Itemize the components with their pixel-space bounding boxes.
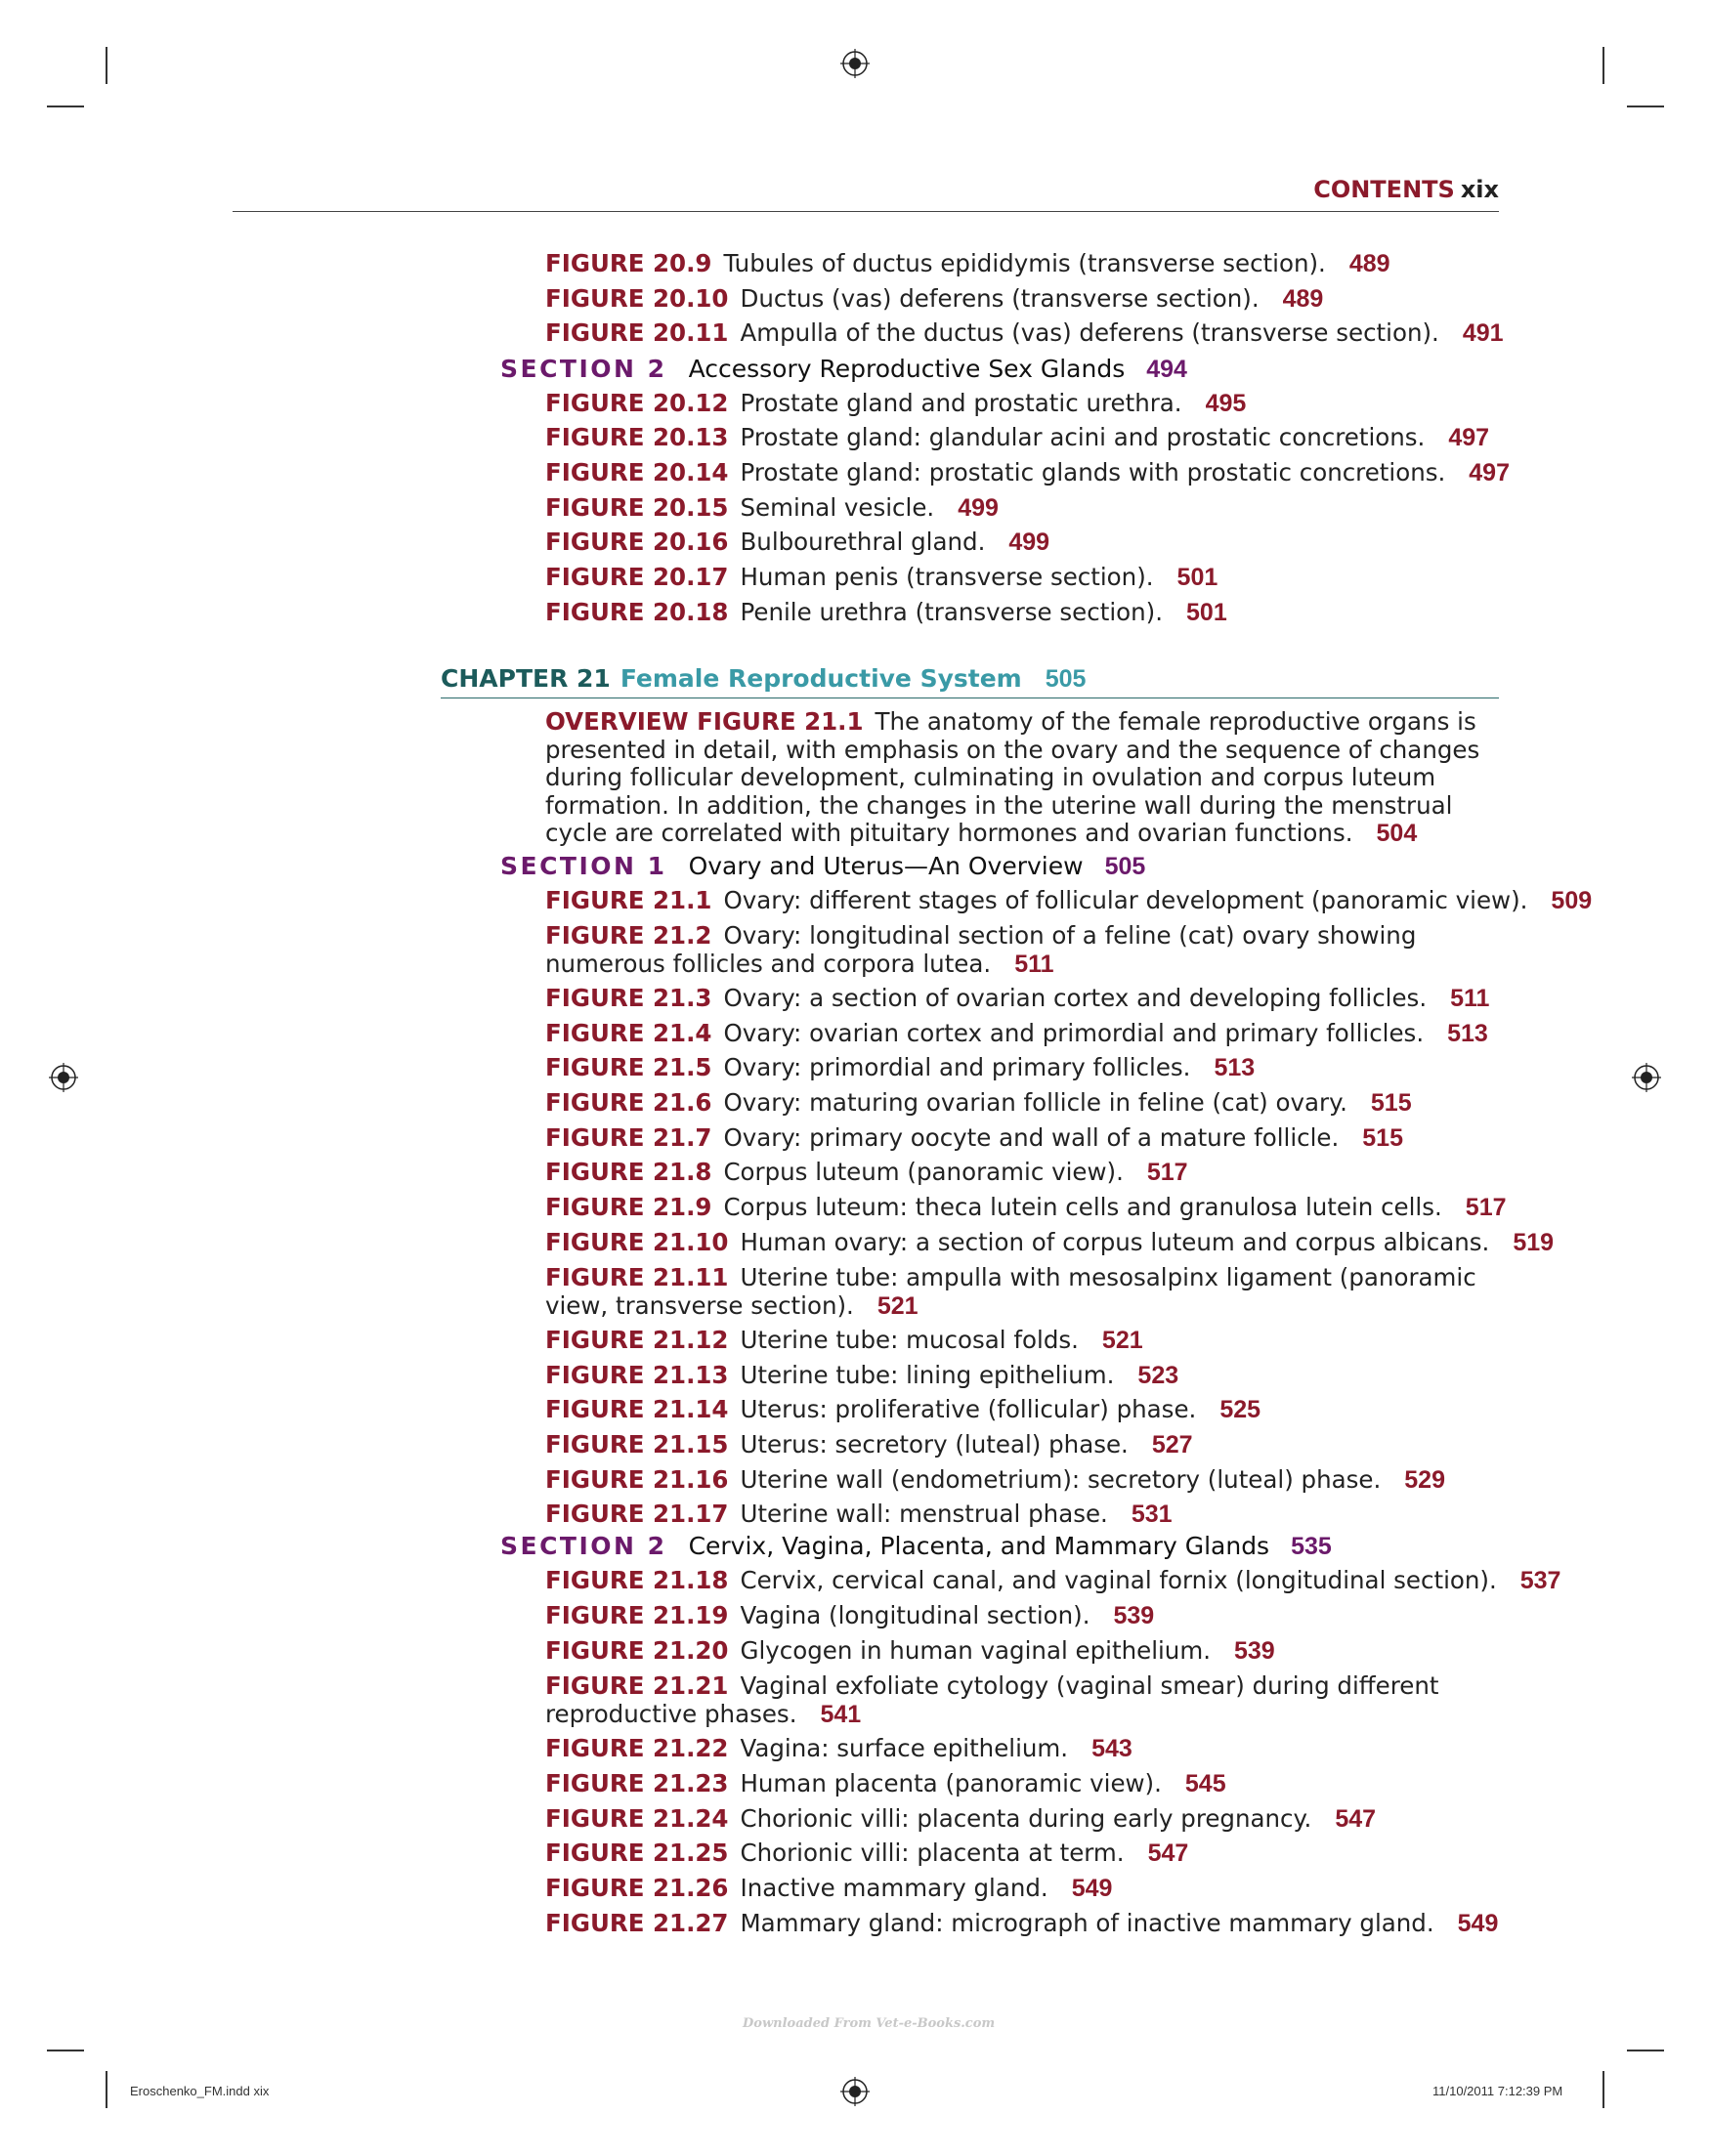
figure-label: FIGURE 21.3	[545, 984, 712, 1012]
toc-entry[interactable]	[545, 1264, 1483, 1320]
figure-label: FIGURE 21.26	[545, 1874, 729, 1902]
toc-entry[interactable]	[545, 459, 1510, 486]
figure-label: FIGURE 20.9	[545, 249, 712, 277]
figure-label: FIGURE 20.15	[545, 493, 729, 522]
overview-text: The anatomy of the female reproductive organs is presented in detail, with emphasis on the ovary and the sequence of changes during follicular development, culminating in ovulation and corpus luteum formation. In addition, the changes in the uterine wall during the menstrual cycle are correlated with pituitary hormones and ovarian functions.	[545, 707, 1480, 847]
figure-label: FIGURE 21.23	[545, 1769, 729, 1797]
figure-title: Tubules of ductus epididymis (transverse section).	[723, 249, 1326, 277]
watermark: Downloaded From Vet-e-Books.com	[743, 2016, 996, 2031]
toc-entry[interactable]	[545, 1020, 1488, 1047]
figure-label: FIGURE 21.1	[545, 886, 712, 914]
figure-page: 541	[820, 1700, 862, 1728]
page-number: xix	[1460, 176, 1499, 203]
chapter-title: Female Reproductive System	[620, 664, 1022, 693]
toc-entry[interactable]	[545, 1124, 1403, 1152]
toc-entry[interactable]	[545, 1362, 1178, 1389]
toc-entry[interactable]	[545, 1229, 1554, 1256]
toc-entry[interactable]	[545, 285, 1323, 313]
section-page: 535	[1291, 1533, 1332, 1560]
figure-title: Bulbourethral gland.	[740, 528, 986, 556]
figure-label: FIGURE 21.20	[545, 1636, 729, 1665]
figure-title: Human placenta (panoramic view).	[740, 1769, 1162, 1797]
section-title: Cervix, Vagina, Placenta, and Mammary Glands	[688, 1532, 1270, 1560]
figure-title: Ovary: different stages of follicular development (panoramic view).	[723, 886, 1528, 914]
crop-mark	[106, 47, 107, 84]
crop-mark	[1602, 47, 1604, 84]
toc-entry[interactable]	[545, 1735, 1132, 1762]
figure-label: FIGURE 20.16	[545, 528, 729, 556]
figure-label: FIGURE 21.25	[545, 1839, 729, 1867]
figure-page: 523	[1137, 1362, 1179, 1389]
section-label: SECTION 2	[500, 355, 667, 383]
figure-page: 497	[1469, 459, 1510, 486]
figure-label: FIGURE 21.13	[545, 1361, 729, 1389]
figure-title: Prostate gland: prostatic glands with prostatic concretions.	[740, 458, 1446, 486]
figure-page: 549	[1071, 1875, 1113, 1902]
toc-entry[interactable]	[545, 887, 1592, 914]
figure-page: 519	[1513, 1229, 1555, 1256]
crop-mark	[1627, 106, 1664, 107]
figure-page: 499	[1008, 528, 1050, 556]
figure-title: Vagina (longitudinal section).	[740, 1601, 1090, 1629]
figure-page: 513	[1447, 1020, 1488, 1047]
figure-title: Cervix, cervical canal, and vaginal fornix (longitudinal section).	[740, 1566, 1497, 1594]
toc-entry[interactable]	[545, 1159, 1188, 1186]
section-title: Accessory Reproductive Sex Glands	[688, 355, 1126, 383]
figure-title: Ovary: longitudinal section of a feline (cat) ovary showing numerous follicles and corpora lutea.	[545, 921, 1417, 978]
figure-title: Ovary: a section of ovarian cortex and developing follicles.	[723, 984, 1428, 1012]
section-page: 505	[1104, 853, 1146, 880]
figure-page: 547	[1335, 1805, 1377, 1833]
figure-title: Uterine tube: mucosal folds.	[740, 1326, 1079, 1354]
toc-entry[interactable]	[545, 1602, 1154, 1629]
figure-title: Uterine tube: ampulla with mesosalpinx ligament (panoramic view, transverse section).	[545, 1263, 1476, 1320]
figure-label: FIGURE 21.14	[545, 1395, 729, 1423]
overview-label: OVERVIEW FIGURE 21.1	[545, 707, 864, 736]
toc-entry[interactable]	[545, 1501, 1173, 1528]
figure-label: FIGURE 21.10	[545, 1228, 729, 1256]
figure-page: 515	[1362, 1124, 1403, 1152]
figure-label: FIGURE 21.16	[545, 1465, 729, 1494]
figure-page: 527	[1151, 1431, 1193, 1458]
crop-mark	[1602, 2071, 1604, 2108]
toc-entry[interactable]	[545, 1396, 1260, 1423]
toc-entry[interactable]	[545, 985, 1489, 1012]
figure-title: Uterine wall: menstrual phase.	[740, 1500, 1108, 1528]
figure-label: FIGURE 20.13	[545, 423, 729, 451]
toc-entry[interactable]	[545, 564, 1218, 591]
section-heading[interactable]	[500, 1533, 1332, 1560]
toc-entry[interactable]	[545, 319, 1504, 347]
figure-label: FIGURE 21.22	[545, 1734, 729, 1762]
figure-label: FIGURE 21.27	[545, 1909, 729, 1937]
figure-label: FIGURE 20.11	[545, 318, 729, 347]
figure-page: 509	[1551, 887, 1593, 914]
figure-page: 539	[1234, 1637, 1275, 1665]
figure-title: Prostate gland: glandular acini and prostatic concretions.	[740, 423, 1426, 451]
toc-entry[interactable]	[545, 424, 1489, 451]
crop-mark	[47, 106, 84, 107]
figure-label: FIGURE 21.9	[545, 1193, 712, 1221]
figure-title: Penile urethra (transverse section).	[740, 598, 1164, 626]
figure-title: Vaginal exfoliate cytology (vaginal smear) during different reproductive phases.	[545, 1671, 1439, 1728]
figure-page: 525	[1219, 1396, 1261, 1423]
toc-entry[interactable]	[545, 1805, 1376, 1833]
registration-mark-icon	[49, 1063, 78, 1092]
figure-page: 491	[1462, 319, 1504, 347]
figure-label: FIGURE 20.10	[545, 284, 729, 313]
figure-label: FIGURE 20.17	[545, 563, 729, 591]
toc-entry[interactable]	[545, 1466, 1445, 1494]
chapter-heading[interactable]	[441, 664, 1499, 698]
figure-title: Inactive mammary gland.	[740, 1874, 1048, 1902]
toc-entry[interactable]	[545, 1089, 1412, 1117]
contents-label: CONTENTS	[1313, 176, 1455, 203]
figure-page: 497	[1448, 424, 1490, 451]
toc-entry[interactable]	[545, 1875, 1112, 1902]
figure-page: 489	[1282, 285, 1324, 313]
figure-page: 499	[958, 494, 999, 522]
section-title: Ovary and Uterus—An Overview	[688, 852, 1084, 880]
figure-title: Ductus (vas) deferens (transverse section).	[740, 284, 1260, 313]
figure-label: FIGURE 21.15	[545, 1430, 729, 1458]
figure-title: Glycogen in human vaginal epithelium.	[740, 1636, 1211, 1665]
figure-page: 511	[1014, 950, 1054, 978]
figure-title: Chorionic villi: placenta during early pregnancy.	[740, 1804, 1312, 1833]
figure-page: 531	[1131, 1501, 1173, 1528]
figure-title: Ovary: ovarian cortex and primordial and primary follicles.	[723, 1019, 1425, 1047]
figure-label: FIGURE 21.12	[545, 1326, 729, 1354]
overview-entry[interactable]	[545, 708, 1483, 848]
figure-page: 501	[1186, 599, 1227, 626]
figure-label: FIGURE 21.17	[545, 1500, 729, 1528]
toc-entry[interactable]	[545, 1431, 1193, 1458]
toc-entry[interactable]	[545, 1637, 1275, 1665]
toc-entry[interactable]	[545, 599, 1227, 626]
figure-label: FIGURE 21.19	[545, 1601, 729, 1629]
figure-title: Uterine wall (endometrium): secretory (luteal) phase.	[740, 1465, 1382, 1494]
toc-entry[interactable]	[545, 250, 1390, 277]
figure-label: FIGURE 21.6	[545, 1088, 712, 1117]
figure-label: FIGURE 21.8	[545, 1158, 712, 1186]
toc-entry[interactable]	[545, 390, 1246, 417]
figure-label: FIGURE 21.11	[545, 1263, 729, 1291]
figure-page: 513	[1214, 1054, 1256, 1081]
figure-title: Seminal vesicle.	[740, 493, 935, 522]
figure-title: Chorionic villi: placenta at term.	[740, 1839, 1125, 1867]
figure-label: FIGURE 20.14	[545, 458, 729, 486]
figure-title: Uterine tube: lining epithelium.	[740, 1361, 1115, 1389]
toc-entry[interactable]	[545, 1327, 1143, 1354]
figure-title: Prostate gland and prostatic urethra.	[740, 389, 1182, 417]
figure-label: FIGURE 21.21	[545, 1671, 729, 1700]
toc-entry[interactable]	[545, 922, 1483, 978]
figure-title: Vagina: surface epithelium.	[740, 1734, 1069, 1762]
toc-entry[interactable]	[545, 494, 999, 522]
figure-page: 515	[1370, 1089, 1412, 1117]
figure-page: 529	[1404, 1466, 1445, 1494]
figure-page: 521	[1101, 1327, 1143, 1354]
figure-page: 545	[1184, 1770, 1226, 1797]
crop-mark	[106, 2071, 107, 2108]
toc-entry[interactable]	[545, 528, 1049, 556]
figure-label: FIGURE 21.18	[545, 1566, 729, 1594]
footer-timestamp: 11/10/2011 7:12:39 PM	[1432, 2084, 1563, 2098]
figure-page: 521	[876, 1291, 919, 1320]
toc-entry[interactable]	[545, 1054, 1255, 1081]
crop-mark	[47, 2050, 84, 2051]
figure-label: FIGURE 20.12	[545, 389, 729, 417]
section-label: SECTION 2	[500, 1532, 667, 1560]
chapter-page: 505	[1045, 665, 1087, 693]
figure-title: Ovary: primary oocyte and wall of a mature follicle.	[723, 1123, 1340, 1152]
figure-title: Ovary: maturing ovarian follicle in feline (cat) ovary.	[723, 1088, 1347, 1117]
figure-page: 543	[1091, 1735, 1132, 1762]
section-label: SECTION 1	[500, 852, 667, 880]
figure-page: 501	[1176, 564, 1218, 591]
chapter-label: CHAPTER 21	[441, 664, 611, 693]
figure-page: 537	[1519, 1567, 1561, 1594]
toc-entry[interactable]	[545, 1567, 1560, 1594]
section-page: 494	[1146, 356, 1187, 383]
figure-title: Human ovary: a section of corpus luteum and corpus albicans.	[740, 1228, 1490, 1256]
figure-label: FIGURE 21.2	[545, 921, 712, 950]
figure-title: Ovary: primordial and primary follicles.	[723, 1053, 1191, 1081]
toc-entry[interactable]	[545, 1672, 1483, 1728]
toc-entry[interactable]	[545, 1839, 1188, 1867]
figure-title: Mammary gland: micrograph of inactive mammary gland.	[740, 1909, 1434, 1937]
registration-mark-icon	[1632, 1063, 1661, 1092]
footer-file: Eroschenko_FM.indd xix	[130, 2084, 270, 2098]
registration-mark-icon	[840, 2077, 870, 2106]
figure-title: Corpus luteum (panoramic view).	[723, 1158, 1124, 1186]
figure-title: Human penis (transverse section).	[740, 563, 1154, 591]
figure-title: Corpus luteum: theca lutein cells and granulosa lutein cells.	[723, 1193, 1442, 1221]
crop-mark	[1627, 2050, 1664, 2051]
figure-label: FIGURE 20.18	[545, 598, 729, 626]
figure-page: 517	[1146, 1159, 1188, 1186]
figure-page: 489	[1348, 250, 1390, 277]
figure-page: 549	[1457, 1910, 1499, 1937]
figure-title: Uterus: secretory (luteal) phase.	[740, 1430, 1129, 1458]
toc-entry[interactable]	[545, 1770, 1226, 1797]
section-heading[interactable]	[500, 853, 1145, 880]
overview-page: 504	[1376, 820, 1418, 847]
figure-title: Uterus: proliferative (follicular) phase.	[740, 1395, 1197, 1423]
figure-title: Ampulla of the ductus (vas) deferens (transverse section).	[740, 318, 1439, 347]
toc-entry[interactable]	[545, 1194, 1507, 1221]
figure-label: FIGURE 21.5	[545, 1053, 712, 1081]
figure-page: 495	[1205, 390, 1247, 417]
figure-page: 547	[1147, 1839, 1189, 1867]
registration-mark-icon	[840, 49, 870, 78]
figure-page: 517	[1465, 1194, 1507, 1221]
running-header	[233, 174, 1499, 212]
section-heading[interactable]	[500, 356, 1187, 383]
figure-label: FIGURE 21.7	[545, 1123, 712, 1152]
toc-entry[interactable]	[545, 1910, 1498, 1937]
figure-label: FIGURE 21.24	[545, 1804, 729, 1833]
figure-page: 511	[1450, 985, 1490, 1012]
figure-page: 539	[1113, 1602, 1155, 1629]
figure-label: FIGURE 21.4	[545, 1019, 712, 1047]
